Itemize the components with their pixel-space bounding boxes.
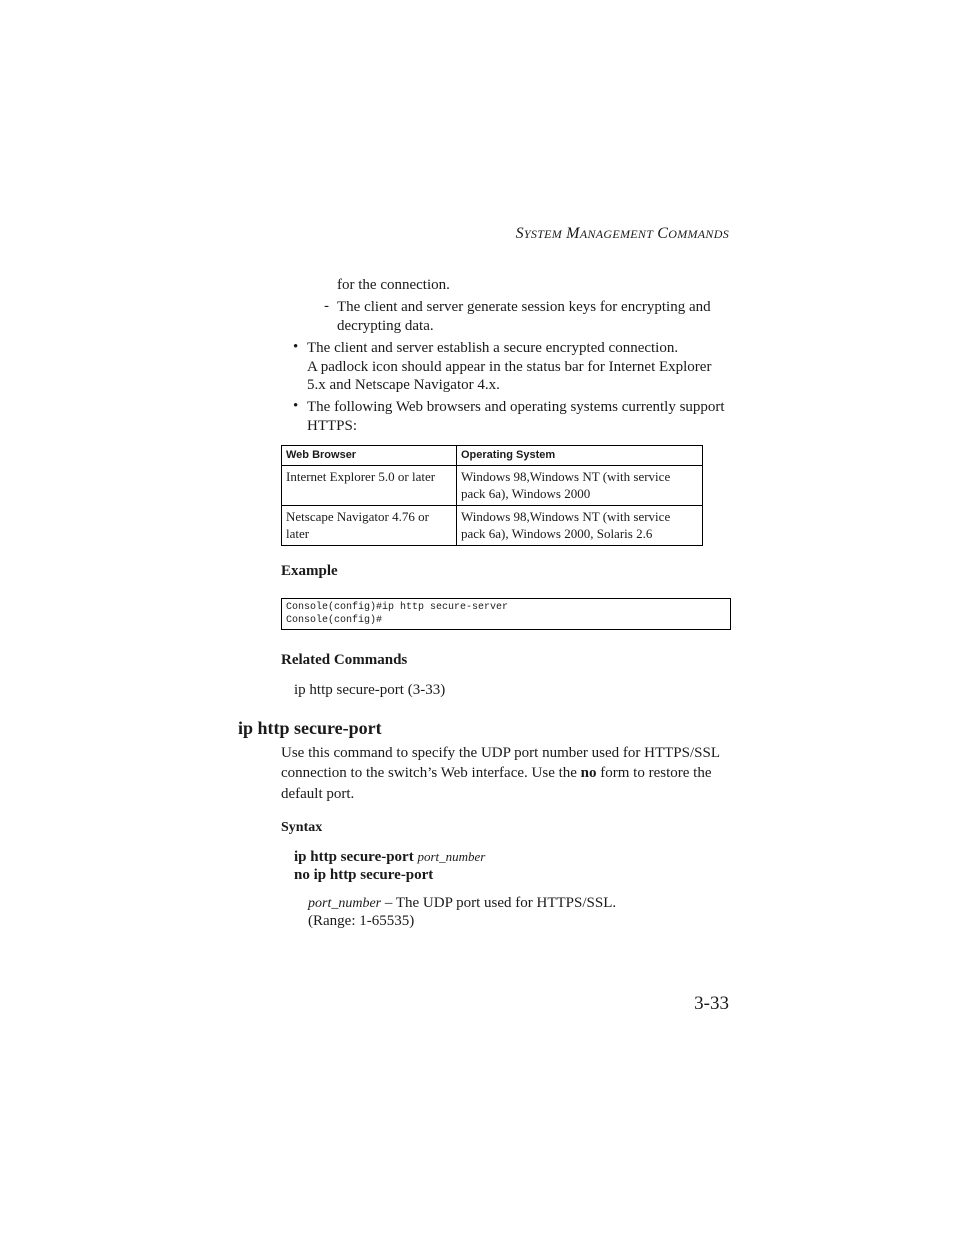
browser-cell: [282, 466, 457, 506]
description-text: form to restore the: [596, 765, 712, 781]
parameter-description: [308, 894, 616, 913]
header-operating-system: Operating System: [457, 446, 703, 466]
dash-item-line: The client and server generate session keys for encrypting and: [337, 299, 711, 315]
cell-line: pack 6a), Windows 2000: [461, 486, 591, 501]
cell-line: Windows 98,Windows NT (with service: [461, 509, 671, 524]
parameter-range: (Range: 1-65535): [308, 913, 415, 929]
related-command-link[interactable]: ip http secure-port (3-33): [294, 682, 446, 698]
page-number: 3-33: [694, 993, 729, 1014]
code-line: Console(config)#ip http secure-server: [286, 602, 509, 613]
parameter-text: – The UDP port used for HTTPS/SSL.: [381, 895, 617, 911]
table-header-row: [282, 446, 703, 466]
cell-line: later: [286, 526, 310, 541]
syntax-command: [294, 866, 433, 885]
header-web-browser: Web Browser: [282, 446, 457, 466]
bullet-marker: •: [293, 398, 299, 414]
cell-line: pack 6a), Windows 2000, Solaris 2.6: [461, 526, 653, 541]
bullet-line: The following Web browsers and operating systems currently support: [307, 399, 725, 415]
description-line: Use this command to specify the UDP port number used for HTTPS/SSL: [281, 745, 720, 761]
syntax-heading: Syntax: [281, 820, 323, 835]
syntax-command: [294, 847, 485, 867]
description-text: connection to the switch’s Web interface. Use the: [281, 765, 581, 781]
cell-line: Internet Explorer 5.0 or later: [286, 469, 436, 484]
bullet-line: 5.x and Netscape Navigator 4.x.: [307, 377, 500, 393]
table-row: [282, 466, 703, 506]
running-header: SYSTEM MANAGEMENT COMMANDS: [515, 225, 729, 242]
description-line: [281, 764, 711, 783]
continuation-text: for the connection.: [337, 277, 450, 293]
command-keyword: ip http secure-port: [294, 849, 414, 865]
cell-line: Netscape Navigator 4.76 or: [286, 509, 429, 524]
browser-cell: [282, 506, 457, 546]
cell-line: Windows 98,Windows NT (with service: [461, 469, 671, 484]
bullet-line: The client and server establish a secure encrypted connection.: [307, 340, 679, 356]
bullet-line: A padlock icon should appear in the status bar for Internet Explorer: [307, 359, 712, 375]
os-cell: [457, 506, 703, 546]
related-commands-heading: Related Commands: [281, 652, 408, 668]
browser-os-table: [281, 445, 703, 546]
section-title: ip http secure-port: [238, 718, 382, 738]
dash-marker: -: [324, 298, 329, 314]
dash-item-line: decrypting data.: [337, 318, 434, 334]
no-keyword: no: [580, 765, 597, 781]
code-example-box: [281, 598, 731, 630]
bullet-line: HTTPS:: [307, 418, 358, 434]
code-line: Console(config)#: [286, 615, 383, 626]
os-cell: [457, 466, 703, 506]
bullet-marker: •: [293, 339, 299, 355]
table-row: [282, 506, 703, 546]
description-line: default port.: [281, 786, 355, 802]
parameter-name: port_number: [308, 896, 382, 911]
command-parameter: port_number: [417, 849, 486, 864]
command-keyword: no ip http secure-port: [294, 867, 434, 883]
example-heading: Example: [281, 563, 338, 579]
